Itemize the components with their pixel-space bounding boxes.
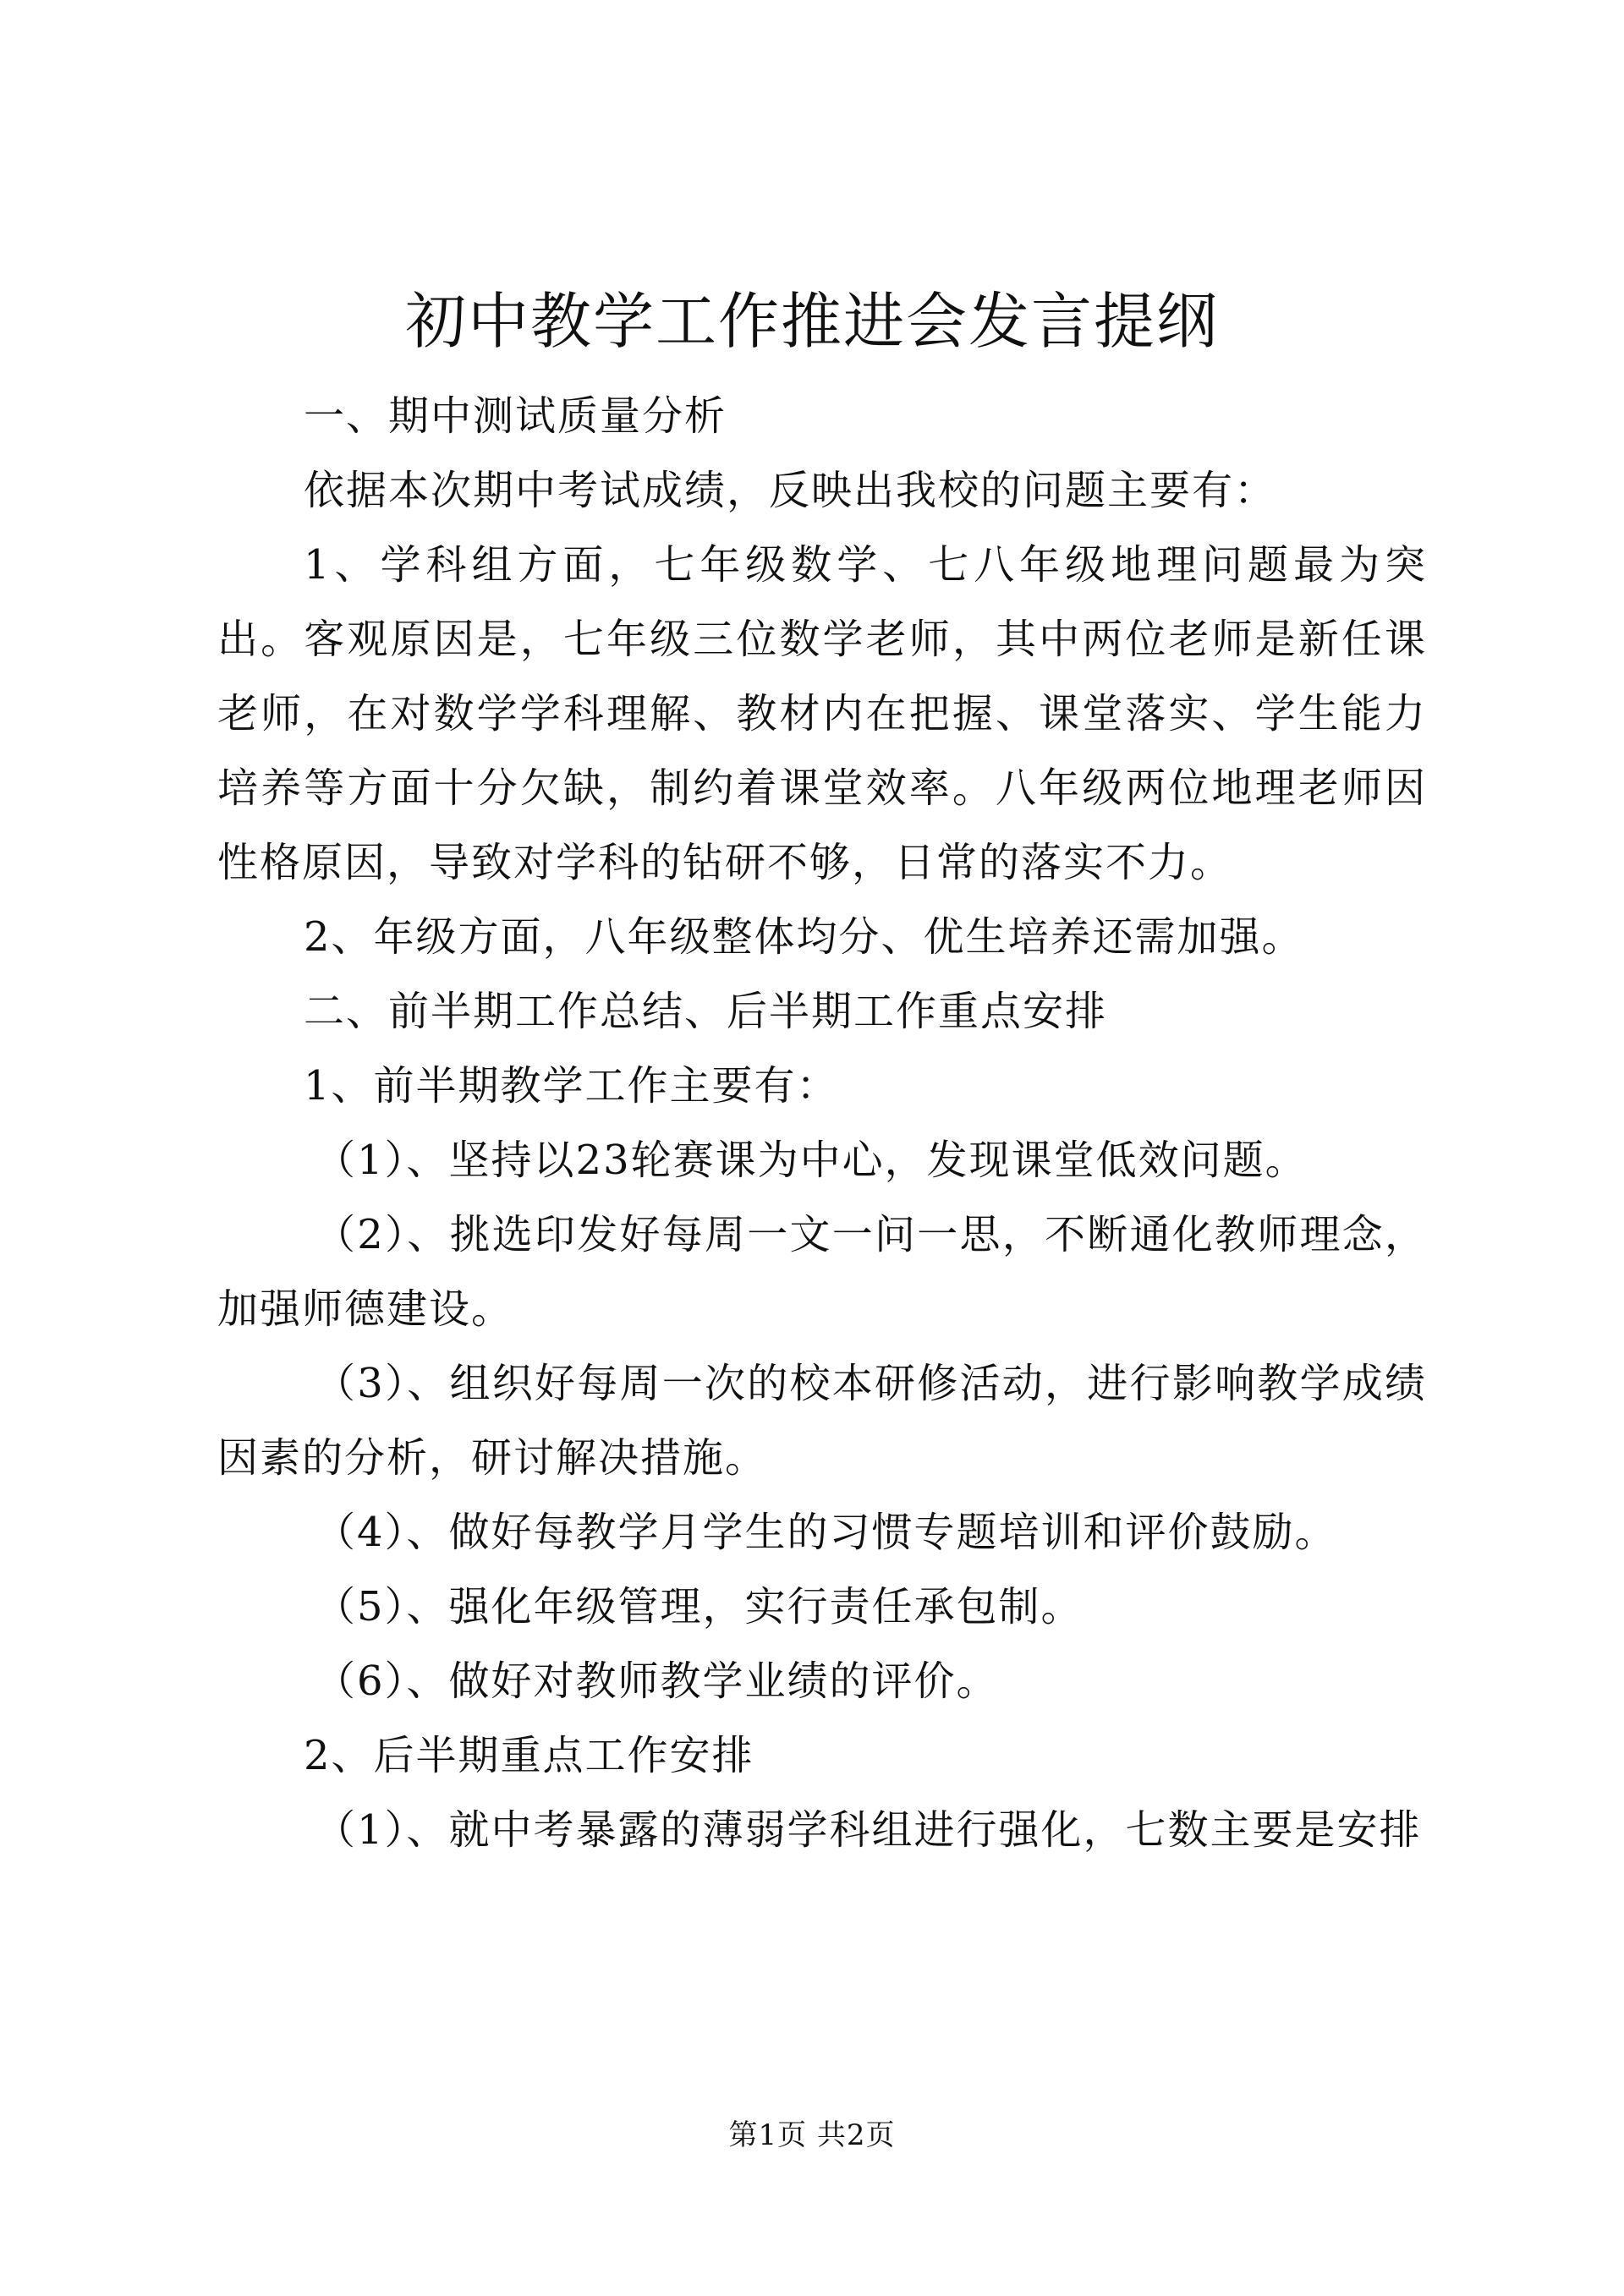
document-title: 初中教学工作推进会发言提纲 (404, 286, 1219, 357)
subheading-first-half: 1、前半期教学工作主要有： (304, 1062, 839, 1110)
paragraph-grade-level: 2、年级方面，八年级整体均分、优生培养还需加强。 (304, 913, 1304, 961)
subheading-second-half: 2、后半期重点工作安排 (304, 1732, 754, 1779)
list-item-second-half-1: （1）、就中考暴露的薄弱学科组进行强化，七数主要是安排 (315, 1806, 1422, 1854)
section-heading-2: 二、前半期工作总结、后半期工作重点安排 (304, 988, 1108, 1035)
intro-paragraph: 依据本次期中考试成绩，反映出我校的问题主要有： (304, 467, 1277, 514)
section-heading-1: 一、期中测试质量分析 (304, 392, 727, 440)
list-item-2: （2）、挑选印发好每周一文一问一思，不断通化教师理念，加强师德建设。 (217, 1211, 1427, 1333)
list-item-6: （6）、做好对教师教学业绩的评价。 (315, 1658, 999, 1705)
list-item-5: （5）、强化年级管理，实行责任承包制。 (315, 1583, 1084, 1630)
document-body (217, 379, 1427, 1867)
page-footer: 第1页 共2页 (728, 2118, 896, 2152)
paragraph-subject-groups: 1、学科组方面，七年级数学、七八年级地理问题最为突出。客观原因是，七年级三位数学老师，其中两位老师是新任课老师，在对数学学科理解、教材内在把握、课堂落实、学生能力培养等方面十分欠缺，制约着课堂效率。八年级两位地理老师因性格原因，导致对学科的钻研不够，日常的落实不力。 (217, 541, 1427, 886)
list-item-3: （3）、组织好每周一次的校本研修活动，进行影响教学成绩因素的分析，研讨解决措施。 (217, 1360, 1427, 1482)
list-item-1: （1）、坚持以23轮赛课为中心，发现课堂低效问题。 (315, 1137, 1308, 1184)
list-item-4: （4）、做好每教学月学生的习惯专题培训和评价鼓励。 (315, 1509, 1337, 1556)
